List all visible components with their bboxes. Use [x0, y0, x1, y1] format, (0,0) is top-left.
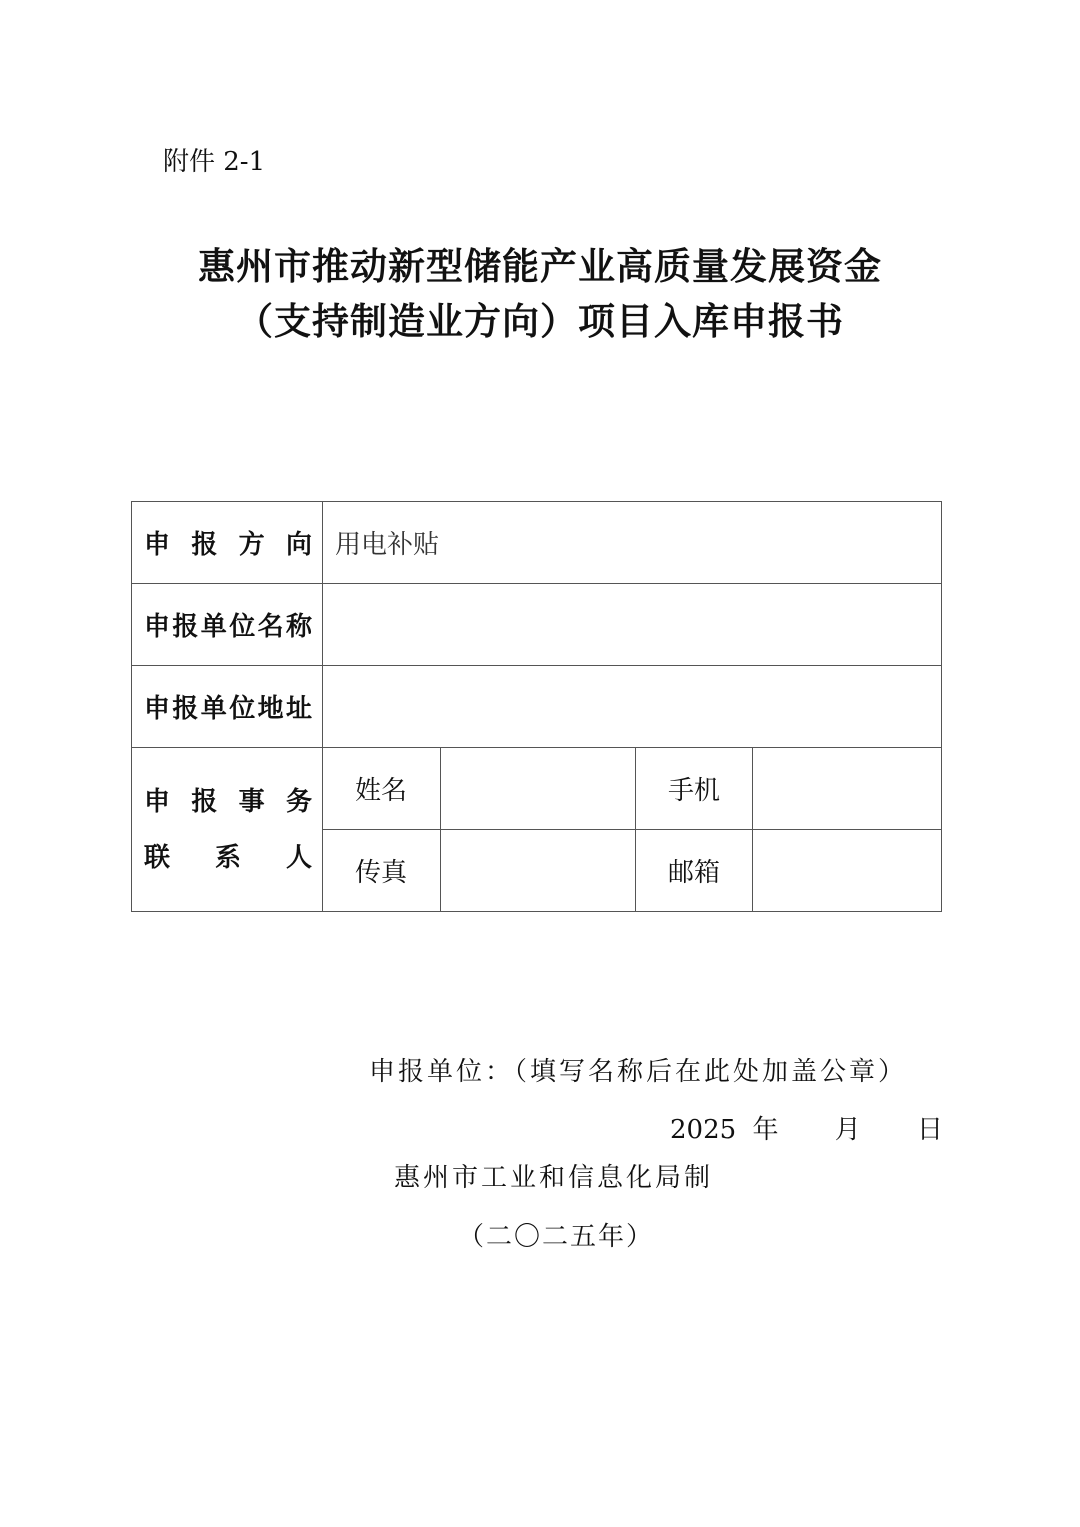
contact-label-line-2: 联系人: [144, 842, 312, 873]
name-field[interactable]: [441, 748, 636, 830]
direction-field[interactable]: 用电补贴: [323, 502, 942, 584]
issue-year-line: （二〇二五年）: [458, 1222, 655, 1252]
unit-address-label: 申报单位地址: [132, 666, 323, 748]
date-year: 2025: [670, 1115, 737, 1145]
attachment-label: 附件 2-1: [163, 147, 266, 177]
document-title-line-1: 惠州市推动新型储能产业高质量发展资金: [198, 245, 882, 288]
row-direction: [132, 502, 942, 584]
contact-person-label: [132, 748, 323, 912]
phone-label: 手机: [636, 748, 753, 830]
unit-name-label: 申报单位名称: [132, 584, 323, 666]
date-line: [670, 1112, 943, 1148]
date-month: 月: [834, 1115, 861, 1145]
phone-field[interactable]: [753, 748, 942, 830]
contact-label-line-1: 申报事务: [144, 786, 312, 817]
row-unit-name: [132, 584, 942, 666]
unit-address-field[interactable]: [323, 666, 942, 748]
date-day: 日: [917, 1115, 944, 1145]
unit-name-field[interactable]: [323, 584, 942, 666]
name-label: 姓名: [323, 748, 441, 830]
row-unit-address: [132, 666, 942, 748]
fax-field[interactable]: [441, 830, 636, 912]
fax-label: 传真: [323, 830, 441, 912]
issuer-line: 惠州市工业和信息化局制: [394, 1163, 714, 1193]
date-year-suffix: 年: [752, 1115, 779, 1145]
email-label: 邮箱: [636, 830, 753, 912]
application-form-table: [131, 501, 942, 912]
row-contact-1: [132, 748, 942, 830]
document-title-line-2: （支持制造业方向）项目入库申报书: [236, 300, 844, 343]
applicant-unit-stamp-line: 申报单位：（填写名称后在此处加盖公章）: [369, 1057, 908, 1087]
direction-label: 申报方向: [132, 502, 323, 584]
email-field[interactable]: [753, 830, 942, 912]
